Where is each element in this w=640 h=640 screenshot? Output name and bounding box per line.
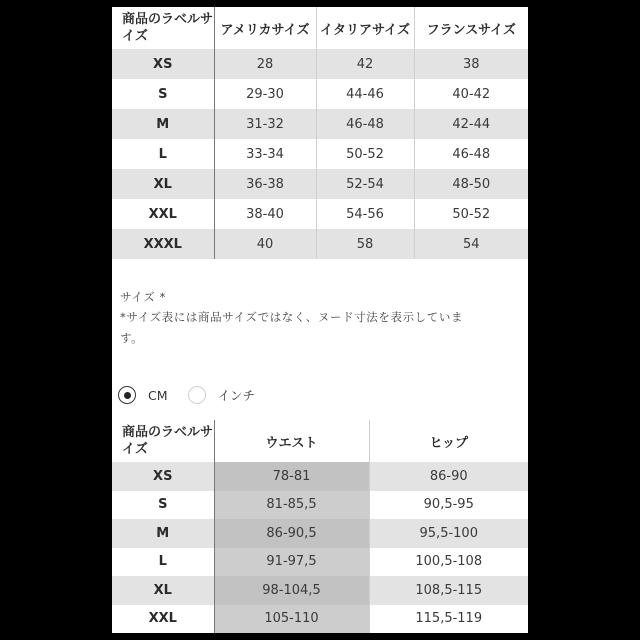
header-us-size: アメリカサイズ: [214, 7, 316, 49]
fr-size-value: 42-44: [414, 109, 528, 139]
us-size-value: 31-32: [214, 109, 316, 139]
hip-value: 100,5-108: [369, 548, 528, 577]
us-size-value: 40: [214, 229, 316, 259]
fr-size-value: 50-52: [414, 199, 528, 229]
row-label: XXXL: [112, 229, 214, 259]
table-row: [112, 605, 528, 634]
table-row: [112, 491, 528, 520]
row-label: S: [158, 86, 168, 102]
unit-cm-label[interactable]: CM: [148, 387, 168, 403]
header-label-size: 商品のラベルサイズ: [122, 12, 214, 44]
waist-value: 78-81: [214, 462, 369, 491]
fr-size-value: 54: [414, 229, 528, 259]
header-waist: ウエスト: [214, 420, 369, 462]
row-label: L: [158, 554, 167, 570]
it-size-value: 58: [316, 229, 414, 259]
table-header-row: [112, 7, 528, 49]
row-label: XL: [112, 576, 214, 605]
unit-toggle: [118, 384, 255, 406]
body-measurement-table: [112, 420, 528, 633]
it-size-value: 50-52: [316, 139, 414, 169]
table-header-row: [112, 420, 528, 462]
radio-selected-dot-icon: [124, 392, 131, 399]
it-size-value: 44-46: [316, 79, 414, 109]
table-row: [112, 139, 528, 169]
table-row: [112, 169, 528, 199]
fr-size-value: 46-48: [414, 139, 528, 169]
hip-value: 95,5-100: [369, 519, 528, 548]
waist-value: 86-90,5: [214, 519, 369, 548]
table-row: [112, 576, 528, 605]
size-note-title: サイズ *: [120, 290, 166, 304]
it-size-value: 46-48: [316, 109, 414, 139]
it-size-value: 54-56: [316, 199, 414, 229]
waist-value: 105-110: [214, 605, 369, 634]
table-row: [112, 229, 528, 259]
size-guide-page: [112, 7, 528, 633]
table-row: [112, 548, 528, 577]
row-label: XXL: [148, 206, 177, 222]
header-label-size: 商品のラベルサイズ: [122, 425, 214, 457]
fr-size-value: 38: [414, 49, 528, 79]
hip-value: 108,5-115: [369, 576, 528, 605]
fr-size-value: 48-50: [414, 169, 528, 199]
size-conversion-table: [112, 7, 528, 259]
fr-size-value: 40-42: [414, 79, 528, 109]
us-size-value: 36-38: [214, 169, 316, 199]
table-row: [112, 49, 528, 79]
us-size-value: 33-34: [214, 139, 316, 169]
it-size-value: 42: [316, 49, 414, 79]
row-label: XS: [112, 462, 214, 491]
waist-value: 81-85,5: [214, 491, 369, 520]
size-disclaimer-line-1: *サイズ表には商品サイズではなく、ヌード寸法を表示していま: [120, 310, 464, 324]
us-size-value: 38-40: [214, 199, 316, 229]
waist-value: 98-104,5: [214, 576, 369, 605]
hip-value: 115,5-119: [369, 605, 528, 634]
table-row: [112, 462, 528, 491]
hip-value: 90,5-95: [369, 491, 528, 520]
radio-cm[interactable]: [118, 386, 136, 404]
it-size-value: 52-54: [316, 169, 414, 199]
header-hip: ヒップ: [369, 420, 528, 462]
us-size-value: 28: [214, 49, 316, 79]
row-label: M: [112, 109, 214, 139]
row-label: M: [112, 519, 214, 548]
row-label: L: [158, 146, 167, 162]
hip-value: 86-90: [369, 462, 528, 491]
header-it-size: イタリアサイズ: [316, 7, 414, 49]
waist-value: 91-97,5: [214, 548, 369, 577]
unit-inch-label[interactable]: インチ: [217, 388, 256, 403]
header-fr-size: フランスサイズ: [414, 7, 528, 49]
row-label: S: [158, 497, 168, 513]
table-row: [112, 109, 528, 139]
row-label: XL: [112, 169, 214, 199]
row-label: XS: [112, 49, 214, 79]
radio-inch[interactable]: [188, 386, 206, 404]
row-label: XXL: [148, 611, 177, 627]
table-row: [112, 519, 528, 548]
table-row: [112, 199, 528, 229]
table-row: [112, 79, 528, 109]
us-size-value: 29-30: [214, 79, 316, 109]
size-disclaimer-line-2: す。: [120, 331, 144, 345]
